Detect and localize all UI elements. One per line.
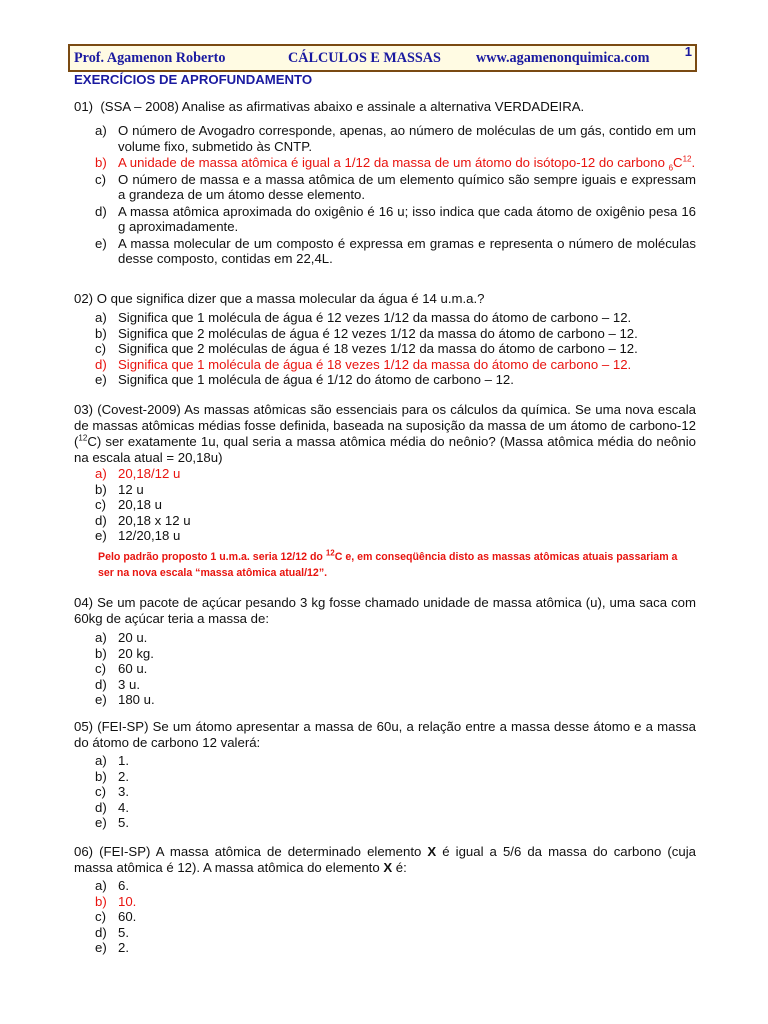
- option-b: b) 20 kg.: [95, 645, 154, 661]
- option-d: d) 5.: [95, 924, 129, 940]
- header-author: Prof. Agamenon Roberto: [74, 50, 226, 66]
- question-05: 05) (FEI-SP) Se um átomo apresentar a massa de 60u, a relação entre a massa desse átomo e a massa do átomo de carbono 12 valerá:: [74, 719, 696, 750]
- question-02-options: [95, 310, 696, 388]
- question-06-options: [95, 878, 696, 956]
- question-03-options: [95, 466, 696, 544]
- question-03: 03) (Covest-2009) As massas atômicas são essenciais para os cálculos da química. Se uma nova escala de massas atômicas médias fosse definida, baseada na suposição da massa de um átomo de carbono-12 ($^{12}$C) ser exatamente 1u, qual seria a massa atômica média do neônio? (Massa atômica média do neônio na escala atual = 20,18u): [74, 402, 696, 465]
- option-a: a) 6.: [95, 878, 129, 893]
- header-title: CÁLCULOS E MASSAS: [288, 50, 441, 66]
- question-01: [74, 99, 696, 115]
- option-e: e) 12/20,18 u: [95, 528, 181, 543]
- option-c: c) 20,18 u: [95, 497, 162, 512]
- option-a: a) O número de Avogadro corresponde, apenas, ao número de moléculas de um gás, contido em um volume fixo, submetido às CNTP.: [95, 123, 696, 154]
- option-d-correct: d) Significa que 1 molécula de água é 18 vezes 1/12 da massa do átomo de carbono – 12.: [95, 356, 632, 372]
- option-b: b) Significa que 2 moléculas de água é 12 vezes 1/12 da massa do átomo de carbono – 12.: [95, 325, 638, 341]
- question-04-options: [95, 630, 696, 708]
- option-b: b) 12 u: [95, 481, 144, 497]
- option-e: e) Significa que 1 molécula de água é 1/12 do átomo de carbono – 12.: [95, 372, 514, 387]
- header-website: www.agamenonquimica.com: [476, 50, 650, 66]
- question-04: 04) Se um pacote de açúcar pesando 3 kg fosse chamado unidade de massa atômica (u), uma saca com 60kg de açúcar teria a massa de:: [74, 595, 696, 626]
- option-d: d) 3 u.: [95, 676, 140, 692]
- answer-note: Pelo padrão proposto 1 u.m.a. seria 12/12 do $^{12}$C e, em conseqüência disto as massas atômicas atuais passariam a ser na nova escala “massa atômica atual/12”.: [98, 548, 678, 579]
- option-d: d) A massa atômica aproximada do oxigênio é 16 u; isso indica que cada átomo de oxigênio pesa 16 g aproximadamente.: [95, 203, 696, 234]
- option-c: c) Significa que 2 moléculas de água é 18 vezes 1/12 da massa do átomo de carbono – 12.: [95, 341, 638, 356]
- option-a-correct: a) 20,18/12 u: [95, 466, 181, 481]
- option-d: d) 4.: [95, 799, 129, 815]
- page-number: 1: [684, 44, 692, 59]
- section-title: EXERCÍCIOS DE APROFUNDAMENTO: [74, 72, 313, 87]
- option-b: b) 2.: [95, 768, 129, 784]
- option-e: e) 2.: [95, 940, 129, 955]
- option-e: e) 180 u.: [95, 692, 155, 707]
- question-text: (SSA – 2008) Analise as afirmativas abaixo e assinale a alternativa VERDADEIRA.: [100, 99, 585, 114]
- option-c: c) 3.: [95, 784, 129, 799]
- option-b-correct: b) A unidade de massa atômica é igual a 1/12 da massa de um átomo do isótopo-12 do carbono $_6C^{12}$.: [95, 154, 696, 173]
- option-d: d) 20,18 x 12 u: [95, 512, 191, 528]
- question-01-options: [95, 123, 696, 267]
- option-c: c) 60 u.: [95, 661, 148, 676]
- question-06: 06) (FEI-SP) A massa atômica de determinado elemento X é igual a 5/6 da massa do carbono (cuja massa atômica é 12). A massa atômica do elemento X é:: [74, 844, 696, 875]
- question-number: 01): [74, 99, 94, 114]
- page-header: [68, 44, 697, 72]
- question-02: 02) O que significa dizer que a massa molecular da água é 14 u.m.a.?: [74, 291, 485, 306]
- option-b-correct: b) 10.: [95, 893, 137, 909]
- option-c: c) 60.: [95, 909, 137, 924]
- option-c: c) O número de massa e a massa atômica de um elemento químico são sempre iguais e expressam a grandeza de um átomo desse elemento.: [95, 171, 696, 202]
- option-e: e) 5.: [95, 815, 129, 830]
- option-a: a) 20 u.: [95, 630, 148, 645]
- question-05-options: [95, 753, 696, 831]
- option-e: e) A massa molecular de um composto é expressa em gramas e representa o número de moléculas desse composto, contidas em 22,4L.: [95, 235, 696, 266]
- option-a: a) Significa que 1 molécula de água é 12 vezes 1/12 da massa do átomo de carbono – 12.: [95, 310, 632, 325]
- option-a: a) 1.: [95, 753, 129, 768]
